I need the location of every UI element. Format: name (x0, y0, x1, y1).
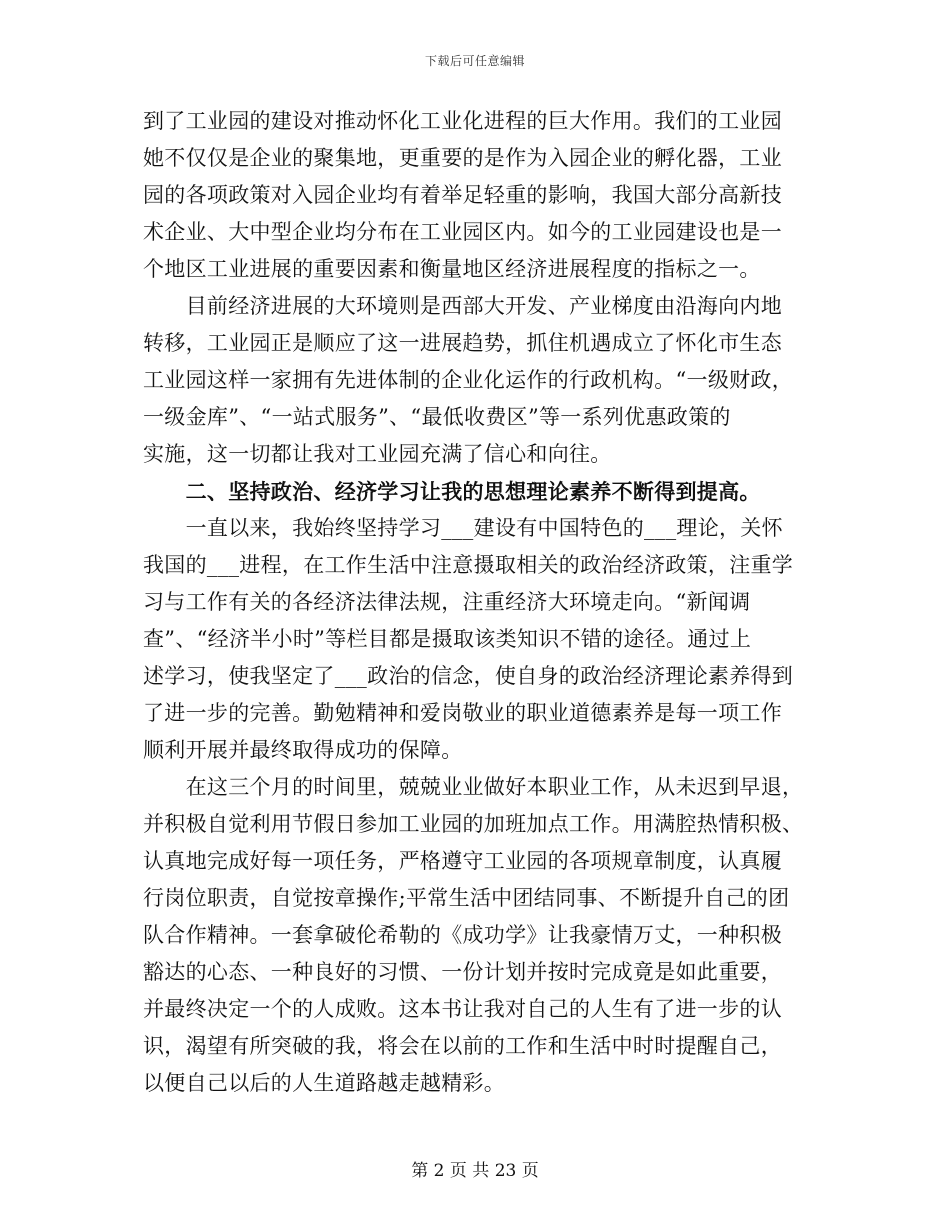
page-footer: 第 2 页 共 23 页 (411, 1161, 539, 1181)
body-line: 转移，工业园正是顺应了这一进展趋势，抓住机遇成立了怀化市生态 (143, 331, 782, 355)
body-line: 我国的___进程，在工作生活中注意摄取相关的政治经济政策，注重学 (143, 553, 794, 577)
section-heading: 二、坚持政治、经济学习让我的思想理论素养不断得到提高。 (143, 479, 761, 504)
body-line: 实施，这一切都让我对工业园充满了信心和向往。 (143, 442, 612, 466)
body-line: 豁达的心态、一种良好的习惯、一份计划并按时完成竟是如此重要， (143, 960, 782, 984)
body-line: 查”、“经济半小时”等栏目都是摄取该类知识不错的途径。通过上 (143, 627, 752, 651)
body-line: 队合作精神。一套拿破伦希勒的《成功学》让我豪情万丈，一种积极 (143, 923, 782, 947)
body-line: 园的各项政策对入园企业均有着举足轻重的影响，我国大部分高新技 (143, 183, 782, 207)
body-line: 在这三个月的时间里，兢兢业业做好本职业工作，从未迟到早退， (143, 775, 804, 799)
body-line: 并最终决定一个的人成败。这本书让我对自己的人生有了进一步的认 (143, 997, 782, 1021)
body-line: 习与工作有关的各经济法律法规，注重经济大环境走向。“新闻调 (143, 590, 751, 614)
body-line: 到了工业园的建设对推动怀化工业化进程的巨大作用。我们的工业园 (143, 109, 782, 133)
body-line: 识，渴望有所突破的我，将会在以前的工作和生活中时时提醒自己， (143, 1034, 782, 1058)
body-line: 目前经济进展的大环境则是西部大开发、产业梯度由沿海向内地 (143, 294, 782, 318)
body-line: 了进一步的完善。勤勉精神和爱岗敬业的职业道德素养是每一项工作 (143, 701, 782, 725)
body-line: 个地区工业进展的重要因素和衡量地区经济进展程度的指标之一。 (143, 257, 761, 281)
page-header: 下载后可任意编辑 (424, 54, 525, 68)
body-line: 述学习，使我坚定了___政治的信念，使自身的政治经济理论素养得到 (143, 664, 794, 688)
body-line: 认真地完成好每一项任务，严格遵守工业园的各项规章制度，认真履 (143, 849, 782, 873)
body-line: 以便自己以后的人生道路越走越精彩。 (143, 1071, 506, 1095)
body-line: 术企业、大中型企业均分布在工业园区内。如今的工业园建设也是一 (143, 220, 782, 244)
body-line: 一级金库”、“一站式服务”、“最低收费区”等一系列优惠政策的 (143, 405, 731, 429)
body-line: 一直以来，我始终坚持学习___建设有中国特色的___理论，关怀 (143, 516, 783, 540)
body-line: 工业园这样一家拥有先进体制的企业化运作的行政机构。“一级财政， (143, 368, 794, 392)
body-line: 她不仅仅是企业的聚集地，更重要的是作为入园企业的孵化器，工业 (143, 146, 782, 170)
body-line: 并积极自觉利用节假日参加工业园的加班加点工作。用满腔热情积极、 (143, 812, 804, 836)
document-body (143, 103, 808, 1102)
body-line: 行岗位职责，自觉按章操作;平常生活中团结同事、不断提升自己的团 (143, 886, 790, 910)
body-line: 顺利开展并最终取得成功的保障。 (143, 738, 463, 762)
